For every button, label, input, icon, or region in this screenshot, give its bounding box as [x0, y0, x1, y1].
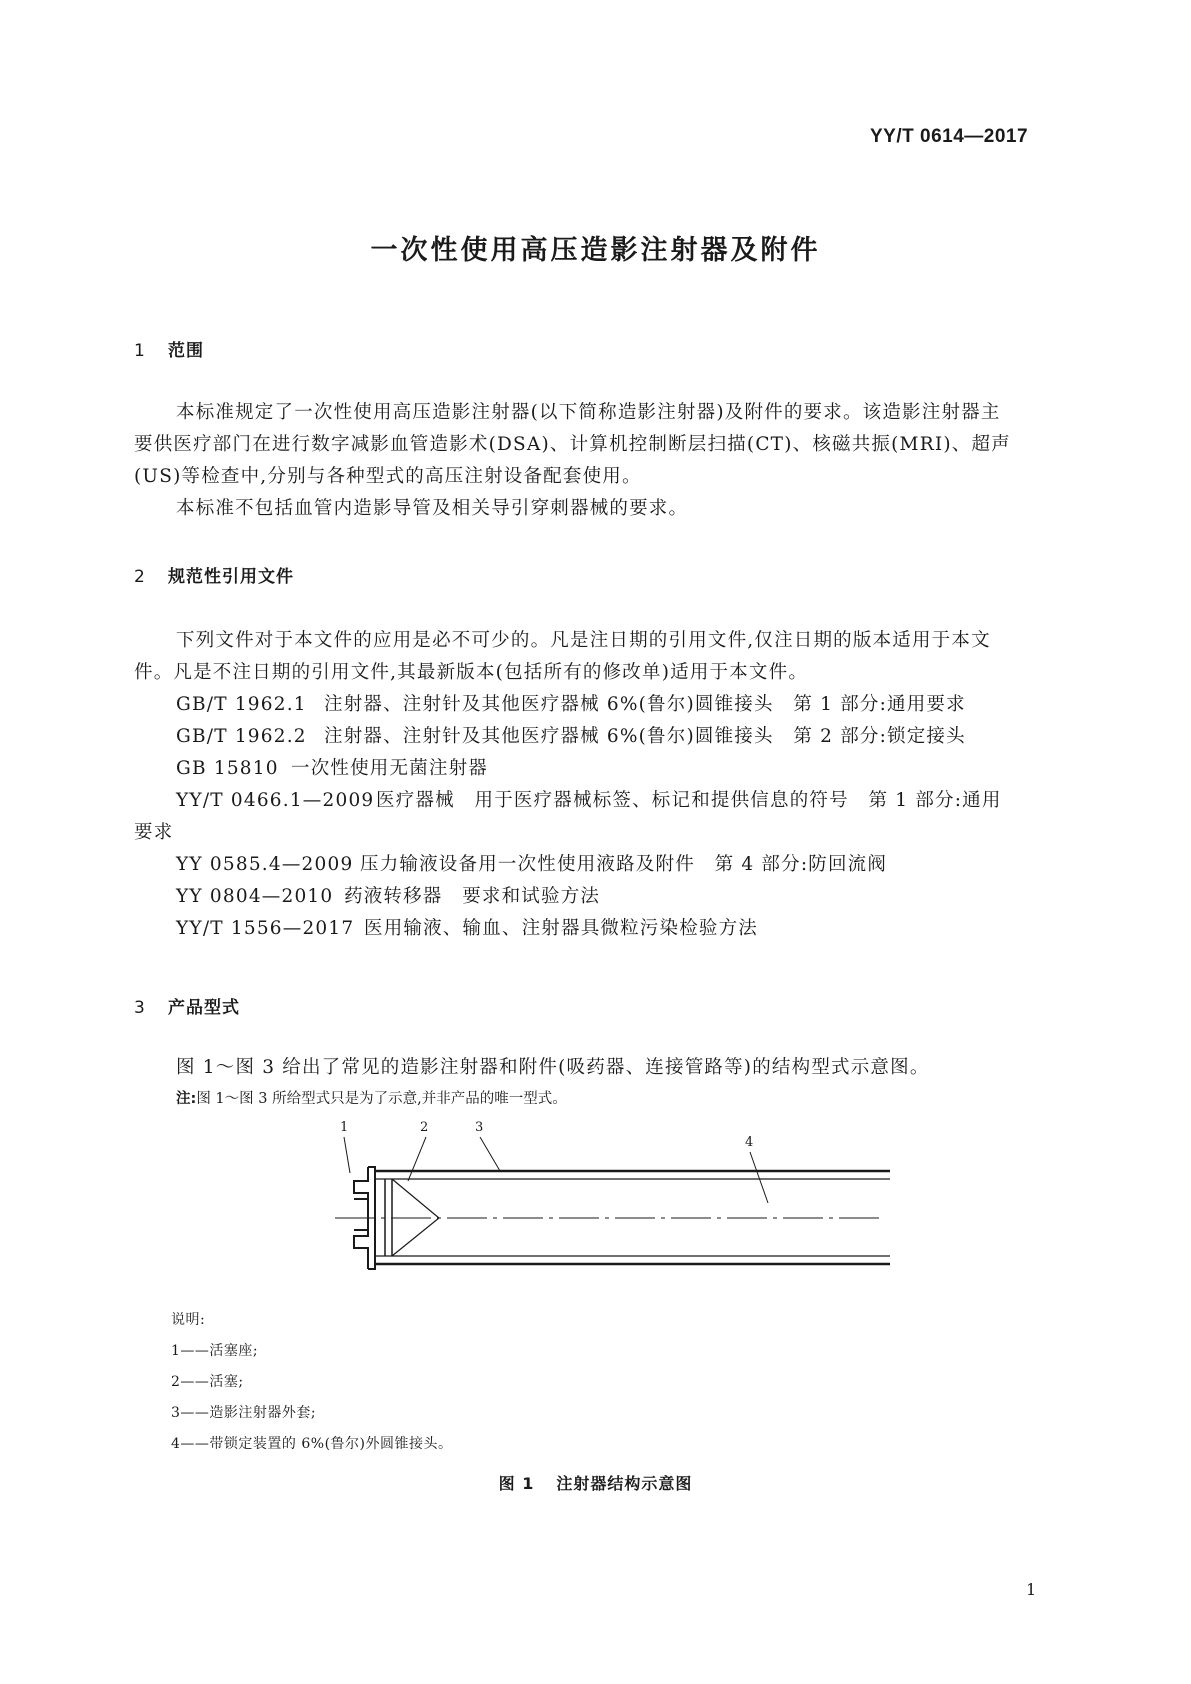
- paragraph-line: 本标准规定了一次性使用高压造影注射器(以下简称造影注射器)及附件的要求。该造影注射器主: [176, 402, 1001, 423]
- section-2-heading: [134, 562, 294, 587]
- figure-caption: [0, 1471, 1191, 1494]
- document-title: 一次性使用高压造影注射器及附件: [370, 235, 821, 266]
- paragraph-line: 要供医疗部门在进行数字减影血管造影术(DSA)、计算机控制断层扫描(CT)、核磁共振(MRI)、超声: [134, 434, 1011, 455]
- legend-item: 4——带锁定装置的 6%(鲁尔)外圆锥接头。: [171, 1436, 453, 1452]
- reference-code: GB/T 1962.1: [176, 694, 307, 715]
- syringe-diagram: [330, 1117, 890, 1297]
- paragraph-line: 件。凡是不注日期的引用文件,其最新版本(包括所有的修改单)适用于本文件。: [134, 662, 809, 683]
- callout-4: 4: [745, 1135, 754, 1150]
- paragraph-line: (US)等检查中,分别与各种型式的高压注射设备配套使用。: [134, 466, 642, 487]
- reference-title: 压力输液设备用一次性使用液路及附件 第 4 部分:防回流阀: [360, 854, 888, 875]
- reference-item: [176, 882, 600, 908]
- paragraph-line: 本标准不包括血管内造影导管及相关导引穿刺器械的要求。: [176, 498, 689, 519]
- note: [176, 1087, 567, 1108]
- reference-item: [176, 914, 758, 940]
- leader-line: [408, 1137, 426, 1181]
- page-number: 1: [1026, 1580, 1037, 1599]
- reference-item: [176, 690, 966, 716]
- leader-line: [750, 1152, 768, 1203]
- section-number: 1: [134, 341, 146, 361]
- callout-2: 2: [420, 1120, 429, 1135]
- section-number: 2: [134, 567, 146, 587]
- reference-code: YY 0585.4—2009: [176, 854, 354, 875]
- reference-item: [176, 786, 1002, 812]
- section-1-heading: [134, 336, 204, 361]
- reference-code: YY 0804—2010: [176, 886, 334, 907]
- reference-title: 一次性使用无菌注射器: [291, 758, 489, 779]
- legend-item: 2——活塞;: [171, 1374, 244, 1390]
- reference-code: GB 15810: [176, 758, 279, 779]
- reference-item: [176, 754, 488, 780]
- reference-title: 医用输液、输血、注射器具微粒污染检验方法: [364, 918, 759, 939]
- reference-title: 注射器、注射针及其他医疗器械 6%(鲁尔)圆锥接头 第 1 部分:通用要求: [324, 694, 966, 715]
- reference-item: [176, 722, 966, 748]
- reference-item: [176, 850, 887, 876]
- reference-code: GB/T 1962.2: [176, 726, 307, 747]
- callout-1: 1: [340, 1120, 349, 1135]
- reference-code: YY/T 1556—2017: [176, 918, 355, 939]
- reference-continuation: 要求: [134, 822, 174, 843]
- section-title: 范围: [168, 341, 204, 361]
- legend-title: 说明:: [171, 1312, 206, 1328]
- section-3-heading: [134, 993, 240, 1018]
- reference-title: 注射器、注射针及其他医疗器械 6%(鲁尔)圆锥接头 第 2 部分:锁定接头: [324, 726, 966, 747]
- legend-item: 3——造影注射器外套;: [171, 1405, 317, 1421]
- reference-code: YY/T 0466.1—2009: [176, 790, 375, 811]
- section-title: 规范性引用文件: [168, 567, 294, 587]
- note-text: 图 1～图 3 所给型式只是为了示意,并非产品的唯一型式。: [196, 1091, 567, 1107]
- leader-line: [344, 1137, 350, 1173]
- figure-caption-text: 注射器结构示意图: [556, 1474, 693, 1493]
- leader-line: [480, 1137, 500, 1171]
- piston-body: [385, 1179, 392, 1256]
- callout-3: 3: [475, 1120, 484, 1135]
- paragraph-line: 下列文件对于本文件的应用是必不可少的。凡是注日期的引用文件,仅注日期的版本适用于本文: [176, 630, 991, 651]
- section-title: 产品型式: [168, 998, 240, 1018]
- note-tag: 注:: [176, 1091, 197, 1107]
- paragraph-line: 图 1～图 3 给出了常见的造影注射器和附件(吸药器、连接管路等)的结构型式示意图。: [176, 1057, 930, 1078]
- standard-code: YY/T 0614—2017: [870, 126, 1029, 147]
- section-number: 3: [134, 998, 146, 1018]
- reference-title: 药液转移器 要求和试验方法: [344, 886, 601, 907]
- figure-caption-number: 图 1: [498, 1474, 535, 1493]
- legend-item: 1——活塞座;: [171, 1343, 259, 1359]
- reference-title: 医疗器械 用于医疗器械标签、标记和提供信息的符号 第 1 部分:通用: [376, 790, 1002, 811]
